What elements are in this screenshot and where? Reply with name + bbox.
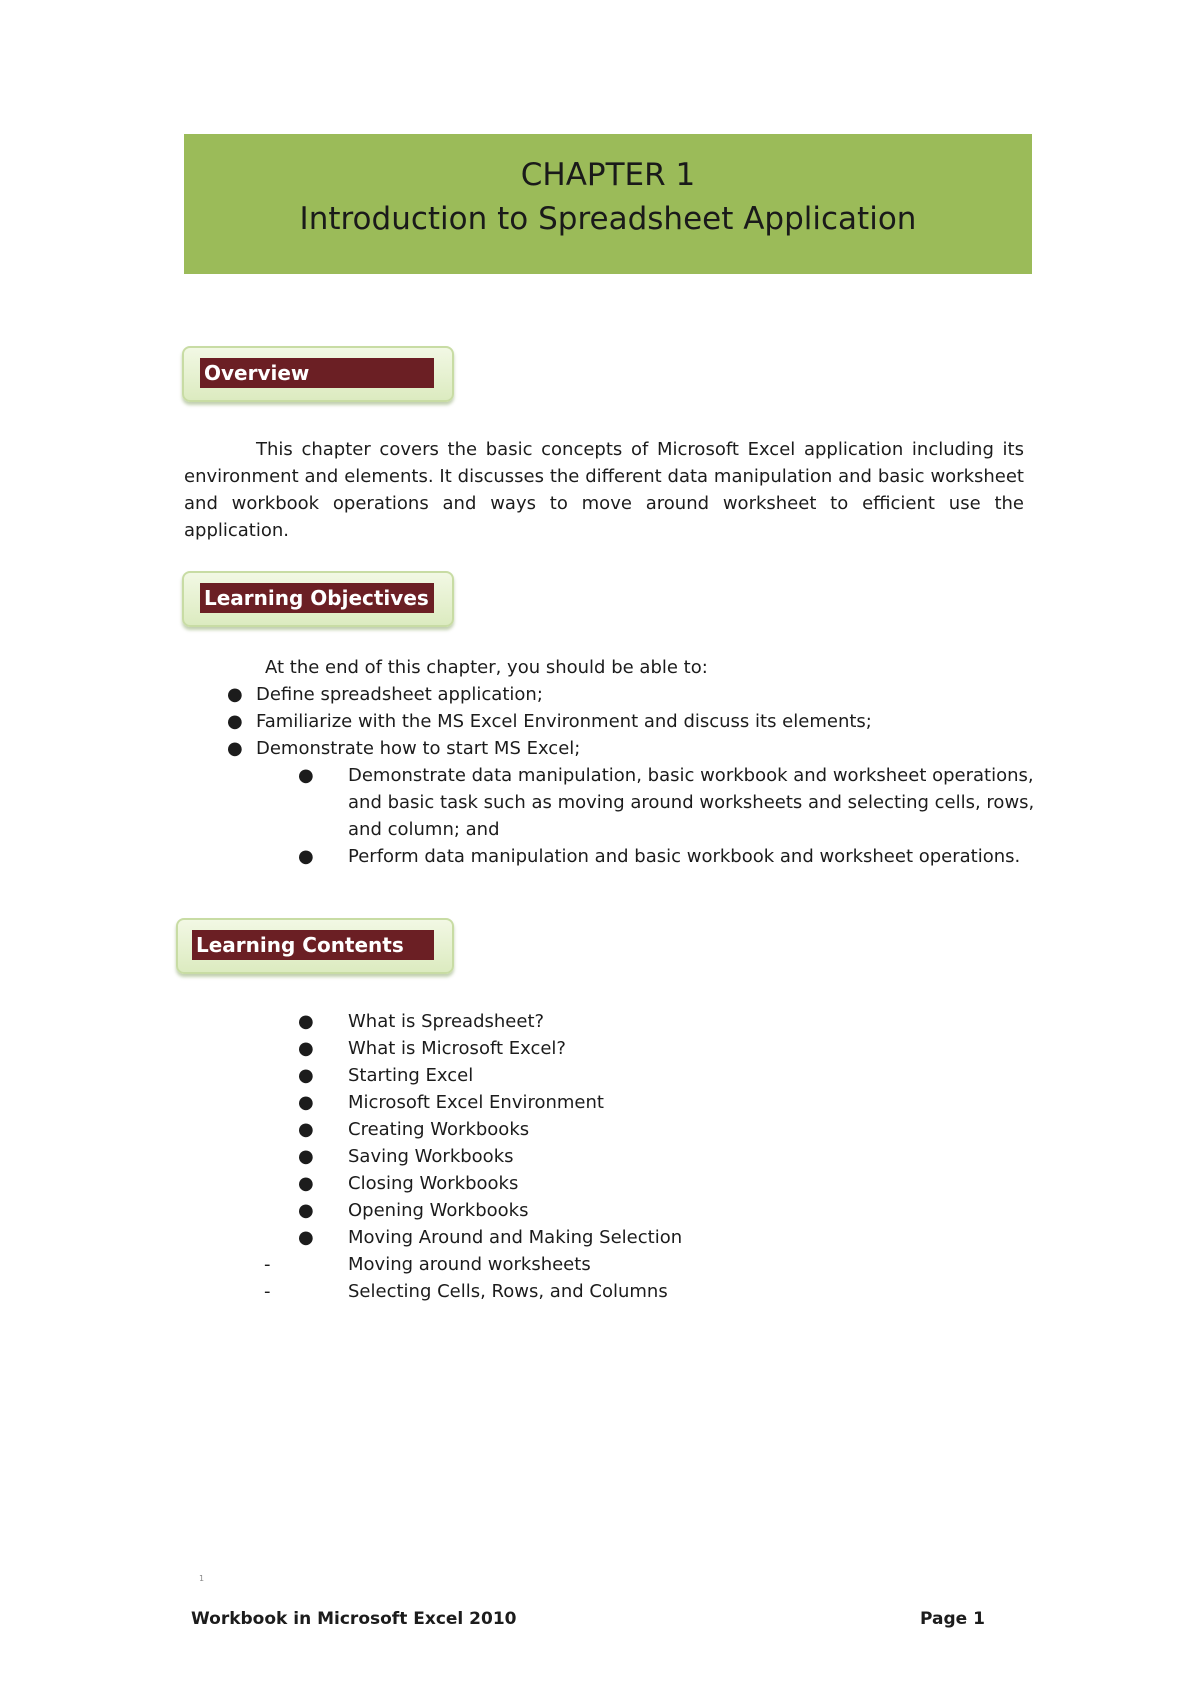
list-item-text: What is Microsoft Excel? [348, 1038, 566, 1059]
list-item [298, 1170, 948, 1197]
overview-heading: Overview [200, 358, 434, 388]
list-item-text: Saving Workbooks [348, 1146, 514, 1167]
list-item-text: Familiarize with the MS Excel Environment and discuss its elements; [256, 711, 872, 732]
bullet-icon: ● [298, 846, 314, 867]
contents-list [298, 1008, 948, 1251]
list-item [227, 708, 1036, 735]
footer-title: Workbook in Microsoft Excel 2010 [191, 1609, 517, 1629]
list-item-text: Moving around worksheets [348, 1254, 591, 1275]
list-item [298, 843, 1038, 870]
bullet-icon: ● [227, 711, 243, 732]
contents-heading: Learning Contents [192, 930, 434, 960]
bullet-icon: ● [227, 738, 243, 759]
list-item-text: Moving Around and Making Selection [348, 1227, 683, 1248]
list-item [298, 1143, 948, 1170]
list-item-text: Microsoft Excel Environment [348, 1092, 604, 1113]
objectives-sublist [298, 762, 1038, 870]
list-item-text: Demonstrate how to start MS Excel; [256, 738, 581, 759]
list-item-text: Starting Excel [348, 1065, 474, 1086]
bullet-icon: ● [227, 684, 243, 705]
chapter-banner [184, 134, 1032, 274]
chapter-title: Introduction to Spreadsheet Application [299, 201, 917, 237]
overview-heading-tab [182, 346, 454, 402]
objectives-intro: At the end of this chapter, you should be able to: [265, 657, 708, 678]
dash-icon: - [264, 1281, 271, 1302]
objectives-list [227, 681, 1036, 762]
contents-heading-tab [176, 918, 454, 974]
bullet-icon: ● [298, 1065, 314, 1086]
list-item-text: Opening Workbooks [348, 1200, 529, 1221]
list-item-text: Creating Workbooks [348, 1119, 530, 1140]
dash-icon: - [264, 1254, 271, 1275]
list-item [298, 762, 1038, 843]
list-item [227, 681, 1036, 708]
list-item-text: What is Spreadsheet? [348, 1011, 545, 1032]
list-item-text: Selecting Cells, Rows, and Columns [348, 1281, 668, 1302]
bullet-icon: ● [298, 1146, 314, 1167]
overview-paragraph: This chapter covers the basic concepts of Microsoft Excel application including its environment and elements. It discusses the different data manipulation and basic worksheet and workbook operations and ways to move around worksheet to efficient use the application. [184, 439, 1024, 541]
objectives-heading-tab [182, 571, 454, 627]
list-item-text: Define spreadsheet application; [256, 684, 543, 705]
bullet-icon: ● [298, 1092, 314, 1113]
bullet-icon: ● [298, 1119, 314, 1140]
list-item [227, 735, 1036, 762]
bullet-icon: ● [298, 765, 314, 786]
list-item [264, 1251, 948, 1278]
objectives-heading: Learning Objectives [200, 583, 434, 613]
bullet-icon: ● [298, 1011, 314, 1032]
list-item [298, 1116, 948, 1143]
list-item [298, 1224, 948, 1251]
bullet-icon: ● [298, 1173, 314, 1194]
chapter-number: CHAPTER 1 [520, 157, 696, 193]
list-item [298, 1197, 948, 1224]
list-item-text: Closing Workbooks [348, 1173, 519, 1194]
list-item [264, 1278, 948, 1305]
page-number: Page 1 [920, 1609, 985, 1629]
list-item [298, 1035, 948, 1062]
bullet-icon: ● [298, 1227, 314, 1248]
contents-sublist [264, 1251, 948, 1305]
list-item-text: Perform data manipulation and basic workbook and worksheet operations. [348, 846, 1021, 867]
list-item [298, 1008, 948, 1035]
bullet-icon: ● [298, 1200, 314, 1221]
bullet-icon: ● [298, 1038, 314, 1059]
list-item [298, 1089, 948, 1116]
footer-mark: 1 [199, 1574, 205, 1583]
list-item-text: Demonstrate data manipulation, basic workbook and worksheet operations, and basic task such as moving around worksheets and selecting cells, rows, and column; and [348, 765, 1035, 840]
list-item [298, 1062, 948, 1089]
